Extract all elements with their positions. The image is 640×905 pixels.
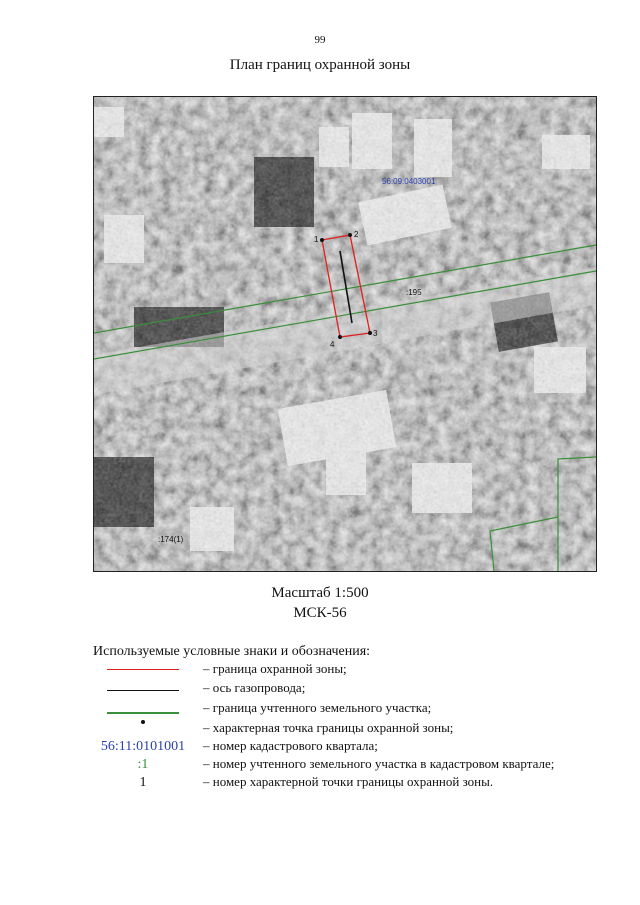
photo-grain [94,97,596,571]
legend-item-characteristic-point [93,720,633,738]
parcel-label-174: :174(1) [158,535,184,544]
map-canvas [94,97,596,571]
protection-zone-symbol [93,661,193,679]
legend-desc: – характерная точка границы охранной зоны; [203,720,454,735]
map-image[interactable] [93,96,597,572]
legend-item-cadastral-quarter [93,738,633,756]
page-number: 99 [314,34,326,46]
page-title: План границ охранной зоны [229,57,411,73]
scale-text: Масштаб 1:500 [271,585,369,601]
legend-item-protection-zone [93,661,633,679]
point-label-2: 2 [354,230,359,239]
legend-item-parcel-boundary [93,700,633,718]
parcel-boundary-symbol [93,700,193,718]
point-dot-icon [141,720,145,724]
legend-heading: Используемые условные знаки и обозначения: [93,644,371,659]
legend-item-point-number [93,774,633,792]
parcel-number-symbol: :1 [137,757,149,772]
point-label-4: 4 [330,340,335,349]
legend-desc: – граница учтенного земельного участка; [203,700,432,715]
characteristic-point-symbol [93,720,193,738]
legend-desc: – номер характерной точки границы охранной зоны. [203,774,494,789]
crs-text: МСК-56 [293,605,347,621]
point-number-symbol: 1 [139,775,147,790]
legend-desc: – граница охранной зоны; [203,661,347,676]
quarter-label: 56:09:0403001 [382,177,436,186]
legend-desc: – ось газопровода; [203,680,306,695]
legend-desc: – номер учтенного земельного участка в кадастровом квартале; [203,756,555,771]
cadastral-quarter-symbol: 56:11:0101001 [100,739,186,754]
legend-item-parcel-number [93,756,633,774]
scale-block [0,583,640,623]
legend-desc: – номер кадастрового квартала; [203,738,378,753]
legend-item-gas-pipeline [93,680,633,698]
point-label-3: 3 [373,329,378,338]
parcel-label-195: :195 [406,288,422,297]
gas-pipeline-symbol [93,680,193,698]
point-label-1: 1 [314,235,319,244]
